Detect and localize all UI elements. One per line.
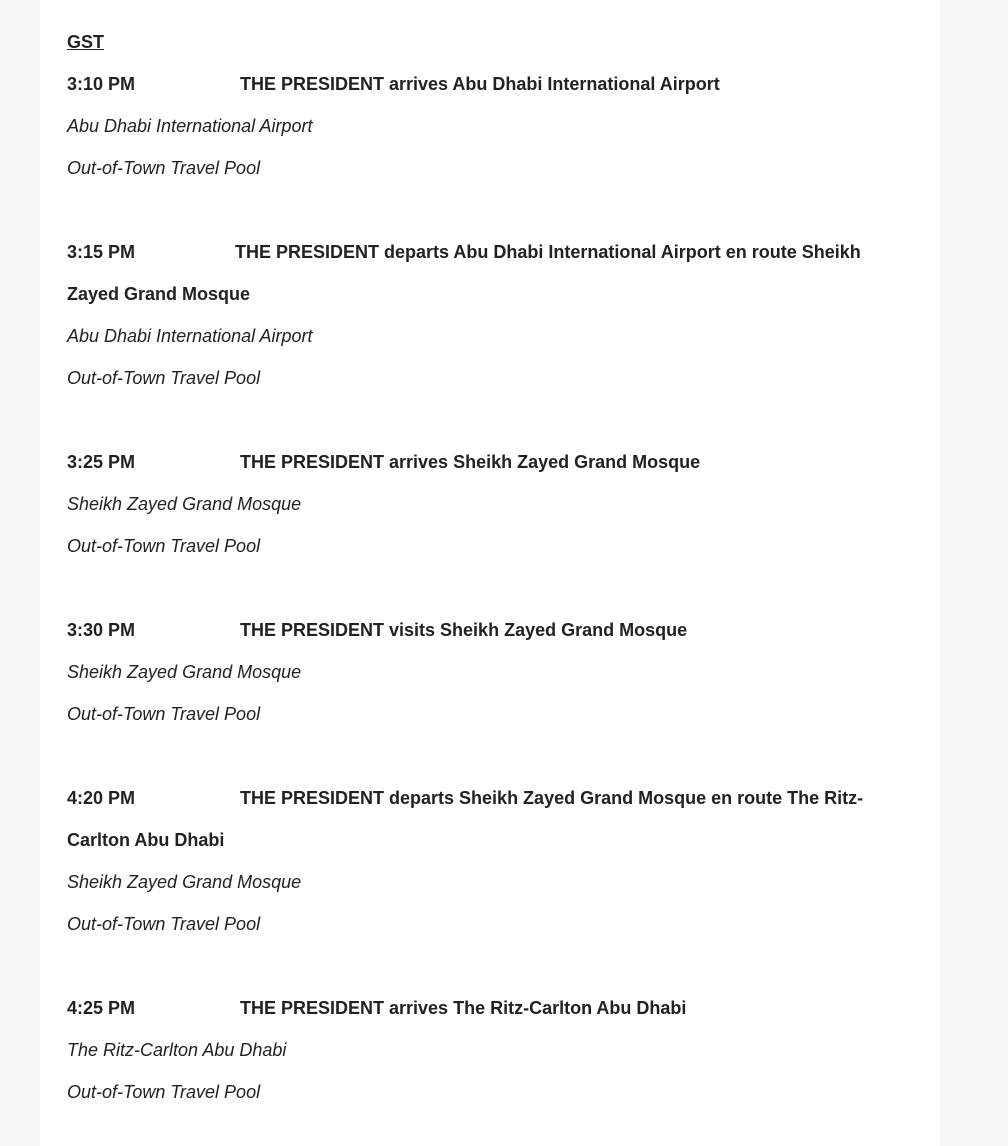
event-header [67, 441, 927, 483]
document-page [40, 0, 940, 1146]
event-location: Abu Dhabi International Airport [67, 326, 313, 346]
event-coverage: Out-of-Town Travel Pool [67, 158, 261, 178]
schedule [67, 0, 927, 1113]
event-time: 4:20 PM [67, 788, 136, 808]
event-description: THE PRESIDENT arrives Abu Dhabi International Airport [240, 74, 720, 94]
event-coverage: Out-of-Town Travel Pool [67, 368, 261, 388]
event-location: Sheikh Zayed Grand Mosque [67, 494, 302, 514]
event-time: 3:25 PM [67, 452, 136, 472]
spacer [67, 567, 927, 609]
spacer [67, 735, 927, 777]
spacer [67, 945, 927, 987]
spacer [67, 189, 927, 231]
event-location: Sheikh Zayed Grand Mosque [67, 872, 302, 892]
event-location: The Ritz-Carlton Abu Dhabi [67, 1040, 287, 1060]
event-time: 3:30 PM [67, 620, 136, 640]
event-header [67, 63, 927, 105]
event-description-continued: Carlton Abu Dhabi [67, 830, 225, 850]
event-coverage: Out-of-Town Travel Pool [67, 536, 261, 556]
event-description-continued: Zayed Grand Mosque [67, 284, 251, 304]
event-header [67, 609, 927, 651]
event-location: Abu Dhabi International Airport [67, 116, 313, 136]
event-header [67, 987, 927, 1029]
event-coverage: Out-of-Town Travel Pool [67, 1082, 261, 1102]
event-location: Sheikh Zayed Grand Mosque [67, 662, 302, 682]
event-description: THE PRESIDENT arrives The Ritz-Carlton Abu Dhabi [240, 998, 687, 1018]
event-time: 3:15 PM [67, 242, 136, 262]
event-time: 3:10 PM [67, 74, 136, 94]
event-time: 4:25 PM [67, 998, 136, 1018]
event-description: THE PRESIDENT departs Abu Dhabi International Airport en route Sheikh [235, 242, 861, 262]
event-header [67, 231, 927, 273]
event-description: THE PRESIDENT visits Sheikh Zayed Grand Mosque [240, 620, 688, 640]
event-coverage: Out-of-Town Travel Pool [67, 704, 261, 724]
event-header [67, 777, 927, 819]
timezone-heading: GST [67, 32, 105, 52]
spacer [67, 399, 927, 441]
event-coverage: Out-of-Town Travel Pool [67, 914, 261, 934]
event-description: THE PRESIDENT departs Sheikh Zayed Grand Mosque en route The Ritz- [240, 788, 864, 808]
event-description: THE PRESIDENT arrives Sheikh Zayed Grand Mosque [240, 452, 701, 472]
